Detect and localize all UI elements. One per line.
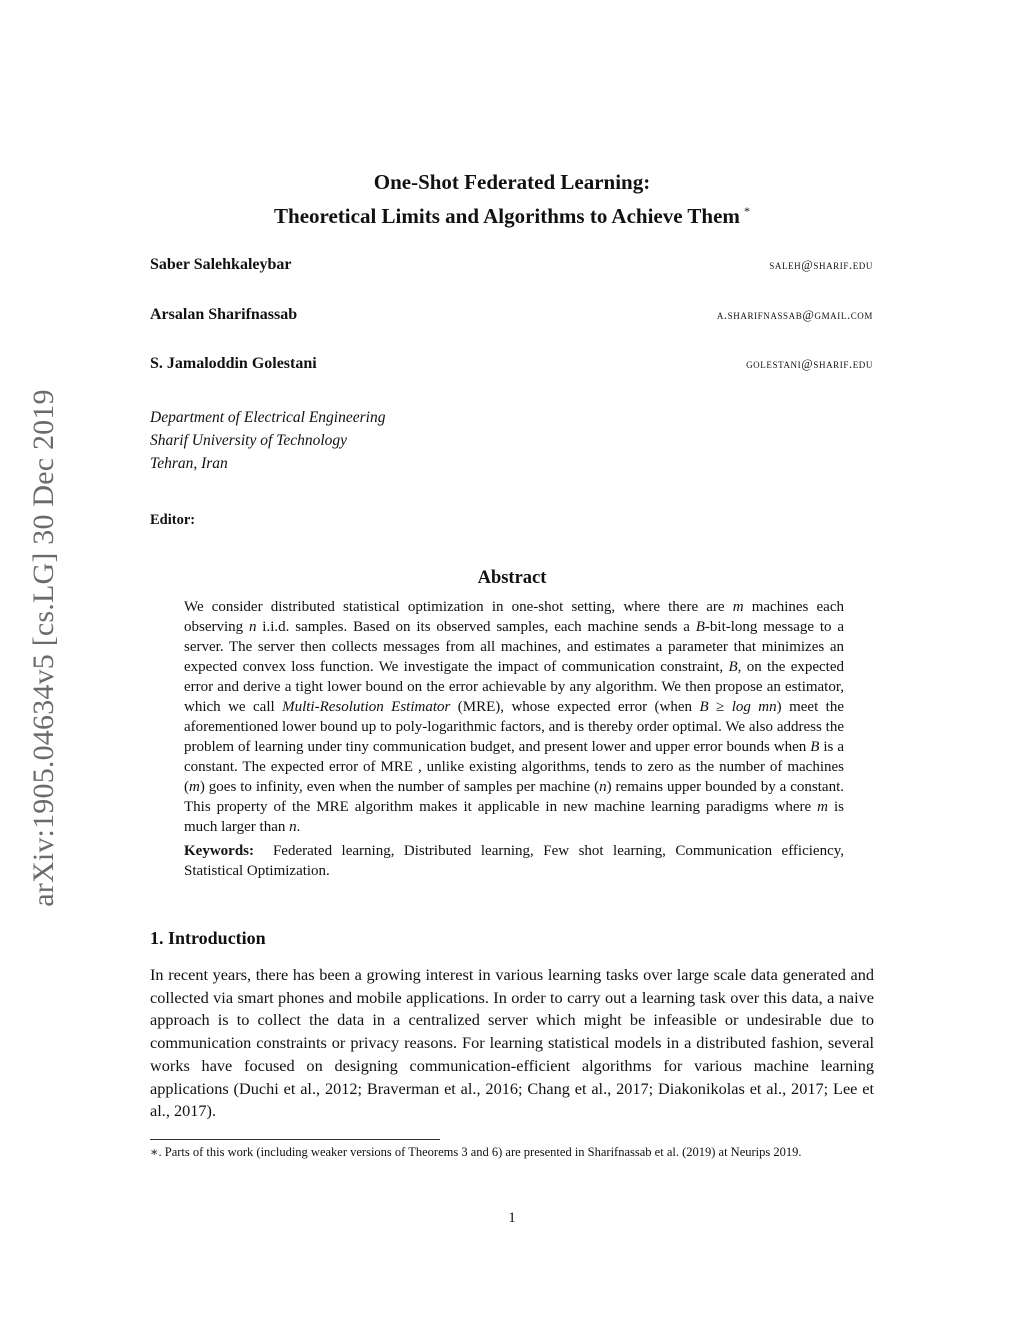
abstract-text: ) remains upper bounded by a constant. This property of the MRE algorithm makes it applicable in new machine learning paradigms where — [184, 779, 845, 815]
abstract-text: , on the expected error and derive a tight lower bound on the error achievable by any algorithm. We then propose an estimator, which we call — [184, 659, 844, 715]
abstract-text: i.i.d. samples. Based on its observed samples, each machine sends a — [256, 619, 696, 635]
math-symbol: m — [817, 799, 828, 815]
keywords-label: Keywords: — [184, 843, 254, 859]
introduction-paragraph: In recent years, there has been a growing interest in various learning tasks over large scale data generated and collected via smart phones and mobile applications. In order to carry out a learning task over this data, a naive approach is to collect the data in a centralized server which might be infeasible or undesirable due to communication constraints or privacy reasons. For learning statistical models in a distributed fashion, several works have focused on designing communication-efficient algorithms for various machine learning applications (Duchi et al., 2012; Braverman et al., 2016; Chang et al., 2017; Diakonikolas et al., 2017; Lee et al., 2017). — [150, 965, 874, 1121]
math-symbol: n — [248, 619, 257, 635]
abstract-text: is much larger than — [184, 799, 844, 835]
keywords-text: Federated learning, Distributed learning, Few shot learning, Communication efficiency, Statistical Optimization. — [184, 843, 844, 879]
math-symbol: m — [189, 779, 200, 795]
abstract-text: machines each observing — [184, 599, 844, 635]
math-symbol: B — [810, 739, 820, 755]
abstract-heading: Abstract — [477, 568, 547, 588]
page-number: 1 — [508, 1210, 516, 1226]
affiliation-department: Department of Electrical Engineering — [150, 409, 386, 426]
abstract-paragraph — [184, 597, 844, 837]
author-name-2: Arsalan Sharifnassab — [150, 306, 298, 323]
abstract-text: ) goes to infinity, even when the number of samples per machine ( — [199, 779, 600, 795]
title-line-2 — [0, 197, 1024, 231]
abstract-text: ) meet the aforementioned lower bound up to poly-logarithmic factors, and is thereby order optimal. We also address the problem of learning under tiny communication budget, and present lower and upper error bounds when — [184, 699, 844, 755]
footnote-mark: ∗. — [150, 1145, 162, 1159]
author-email-2[interactable]: a.sharifnassab@gmail.com — [716, 308, 873, 322]
abstract-body — [184, 597, 844, 881]
affiliation-university: Sharif University of Technology — [150, 432, 348, 449]
footnote-paragraph — [150, 1144, 874, 1161]
math-symbol: n — [599, 779, 607, 795]
footnote-divider — [150, 1139, 440, 1140]
math-symbol: n — [289, 819, 297, 835]
footnote-text: Parts of this work (including weaker versions of Theorems 3 and 6) are presented in Sharifnassab et al. (2019) at Neurips 2019. — [164, 1145, 802, 1159]
footnote — [150, 1144, 874, 1161]
author-name-1: Saber Salehkaleybar — [150, 256, 292, 273]
abstract-text: . — [296, 819, 301, 835]
author-email-1[interactable]: saleh@sharif.edu — [769, 258, 873, 272]
math-symbol: m — [732, 599, 744, 615]
math-symbol: B — [695, 619, 705, 635]
title-footnote-mark: * — [743, 204, 750, 218]
author-name-3: S. Jamaloddin Golestani — [150, 355, 317, 372]
abstract-text: We consider distributed statistical optimization in one-shot setting, where there are — [184, 599, 733, 615]
abstract-text: (MRE), whose expected error (when — [450, 699, 700, 715]
abstract-text: is a constant. The expected error of MRE , unlike existing algorithms, tends to zero as the number of machines ( — [184, 739, 844, 795]
author-email-3[interactable]: golestani@sharif.edu — [746, 357, 873, 371]
arxiv-identifier: arXiv:1905.04634v5 [cs.LG] 30 Dec 2019 — [27, 389, 60, 907]
introduction-body — [150, 964, 874, 1123]
math-condition: B ≥ log mn — [699, 699, 777, 715]
section-heading-introduction: 1. Introduction — [150, 928, 266, 948]
math-symbol: B — [728, 659, 738, 675]
title-line-1: One-Shot Federated Learning: — [373, 170, 651, 194]
title-line-2-text: Theoretical Limits and Algorithms to Achieve Them — [274, 204, 740, 228]
keywords — [184, 841, 844, 881]
editor-label: Editor: — [150, 512, 196, 528]
affiliation-location: Tehran, Iran — [150, 455, 228, 472]
estimator-name: Multi-Resolution Estimator — [282, 699, 451, 715]
affiliation — [150, 406, 385, 475]
abstract-text: -bit-long message to a server. The server then collects messages from all machines, and estimates a parameter that minimizes an expected convex loss function. We investigate the impact of communication constraint, — [184, 619, 844, 675]
paper-title — [0, 168, 1024, 231]
